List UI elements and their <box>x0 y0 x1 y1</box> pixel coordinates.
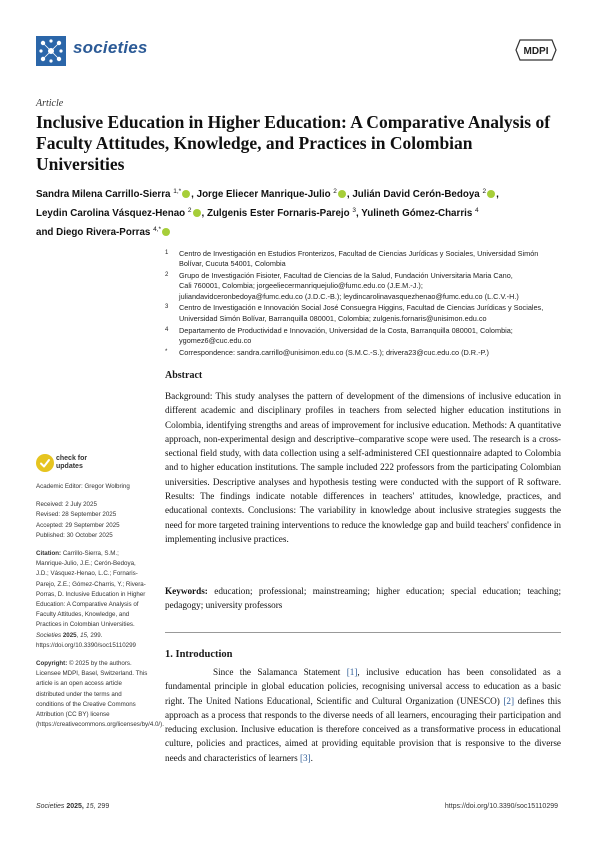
author-affiliation-marker: 2 <box>187 207 192 214</box>
author-affiliation-marker: 3 <box>352 207 356 214</box>
author-affiliation-marker: 4,* <box>153 226 162 233</box>
author-separator: , <box>201 208 207 219</box>
journal-name[interactable]: societies <box>73 38 148 57</box>
keywords <box>165 584 561 613</box>
author-line <box>36 203 561 222</box>
copyright-label: Copyright: <box>36 660 68 668</box>
author-affiliation-marker: 2 <box>482 188 487 195</box>
affiliation-number: * <box>165 348 168 355</box>
author-separator: , <box>355 208 362 219</box>
accepted-date: Accepted: 29 September 2025 <box>36 521 120 529</box>
revised-date: Revised: 28 September 2025 <box>36 511 117 519</box>
affiliation-item <box>165 249 565 270</box>
introduction-text: , inclusive education has been consolidated as a fundamental principle in global education policies, recognising universal access to education as a basic right. The United Nations Educational, Scientific and Cultural Organization (UNESCO) <box>165 667 561 706</box>
orcid-icon[interactable] <box>193 209 201 217</box>
citation-text: Carrillo-Sierra, S.M.; Manrique-Julio, J.E.; Cerón-Bedoya, J.D.; Vásquez-Henao, L.C.; Fornaris-Parejo, Z.E.; Gómez-Charris, Y.; Rivera-Porras, D. Inclusive Education in Higher Education: A Comparative Analysis of Faculty Attitudes, Knowledge, and Practices in Colombian Universities. <box>36 550 146 629</box>
check-updates-line1: check for <box>56 455 88 462</box>
check-for-updates-badge[interactable] <box>36 454 126 478</box>
affiliation-line: ygomez6@cuc.edu.co <box>179 335 252 345</box>
citation-volume: 15, <box>80 631 89 639</box>
affiliation-item <box>165 303 565 324</box>
footer-year: 2025, <box>66 803 84 810</box>
author-name: Julián David Cerón-Bedoya <box>352 189 483 200</box>
author-affiliation-marker: 4 <box>475 207 479 214</box>
footer-journal: Societies <box>36 803 65 810</box>
author-affiliation-marker: 1,* <box>173 188 182 195</box>
footer-doi[interactable]: https://doi.org/10.3390/soc15110299 <box>444 803 558 810</box>
affiliation-line: Correspondence: sandra.carrillo@unisimon.edu.co (S.M.C.-S.); drivera23@cuc.edu.co (D.R.-P.) <box>179 347 489 357</box>
introduction-text: . <box>310 752 313 763</box>
author-name: Diego Rivera-Porras <box>56 227 154 238</box>
paper-title: Inclusive Education in Higher Education: A Comparative Analysis of Faculty Attitudes, Knowledge, and Practices in Colombian Universities <box>36 112 551 174</box>
affiliation-number: 1 <box>165 250 169 256</box>
copyright <box>36 659 164 730</box>
footer-volume: 15, <box>85 803 96 810</box>
affiliation-item <box>165 271 565 302</box>
introduction-body <box>165 665 561 765</box>
author-name: Sandra Milena Carrillo-Sierra <box>36 189 174 200</box>
author-separator: , <box>346 189 353 200</box>
orcid-icon[interactable] <box>182 190 190 198</box>
journal-logo-icon <box>36 36 66 66</box>
affiliation-item <box>165 348 565 358</box>
author-line <box>36 222 561 241</box>
publisher-name: MDPI <box>523 46 549 57</box>
footer-article-no: 299 <box>97 803 110 810</box>
author-name: Leydin Carolina Vásquez-Henao <box>36 208 188 219</box>
affiliation-line: juliandavidceronbedoya@fumc.edu.co (J.D.C.-B.); leydincarolinavasquezhenao@fumc.edu.co (L.C.V.-H.) <box>179 291 519 301</box>
article-type: Article <box>36 98 64 109</box>
keywords-label: Keywords: <box>165 586 208 596</box>
affiliation-number: 4 <box>165 326 169 333</box>
author-line <box>36 184 561 203</box>
affiliation-line: Bolívar, Cucuta 54001, Colombia <box>179 259 286 269</box>
citation-year: 2025 <box>62 631 77 639</box>
abstract-body: Background: This study analyses the pattern of development of the dimensions of inclusive education in different academic and disciplinary profiles in teachers from selected higher education institutions in Colombia, identifying strengths and areas of improvement for inclusive education. Methods: A quantitative approach, non-experimental design and descriptive–comparative scope were used. The research is a cross-sectional field study, with data collection using a self-administered CEI questionnaire adapted to Colombia and to higher education institutions. The sample included 222 professors from the participating Colombian universities. Descriptive analyses and hypothesis testing were conducted with the support of R software. Results: The findings indicate notable differences in teachers' attitudes, knowledge, practices, and educational contexts. Conclusions: The variability in knowledge about inclusive strategies suggests the need for more targeted training interventions to reduce the knowledge gap and build teachers' confidence in implementing inclusive practices. <box>165 391 561 544</box>
affiliation-number: 3 <box>165 304 169 311</box>
abstract-heading: Abstract <box>165 370 203 381</box>
citation-reference-link[interactable]: [3] <box>299 752 311 763</box>
check-updates-icon <box>36 454 54 472</box>
academic-editor: Academic Editor: Gregor Wolbring <box>36 483 130 490</box>
orcid-icon[interactable] <box>338 190 346 198</box>
author-list <box>36 184 561 241</box>
author-separator: , <box>496 189 499 200</box>
affiliations <box>165 249 565 359</box>
orcid-icon[interactable] <box>487 190 495 198</box>
affiliation-line: Centro de Investigación en Estudios Fronterizos, Facultad de Ciencias Jurídicas y Sociales, Universidad Simón <box>179 249 539 258</box>
citation: Citation: Carrillo-Sierra, S.M.; Manrique-Julio, J.E.; Cerón-Bedoya, J.D.; Vásquez-Henao, L.C.; Fornaris-Parejo, Z.E.; Gómez-Charris, Y.; Rivera-Porras, D. Inclusive Education in Higher Education: A Comparative Analysis of Faculty Attitudes, Knowledge, and Practices in Colombian Universities. Societies 2025, 15, 299. https://doi.org/10.3390/soc15110299 <box>36 550 146 649</box>
affiliation-number: 2 <box>165 272 169 279</box>
keywords-text: education; professional; mainstreaming; higher education; special education; teaching; pedagogy; university professors <box>165 586 562 611</box>
received-date: Received: 2 July 2025 <box>36 501 97 509</box>
citation-reference-link[interactable]: [2] <box>503 695 515 706</box>
check-updates-line2: updates <box>56 463 83 470</box>
citation-doi[interactable]: 299. https://doi.org/10.3390/soc15110299 <box>36 631 136 649</box>
author-name: Yulineth Gómez-Charris <box>361 208 476 219</box>
section-divider <box>165 632 561 633</box>
introduction-text: Since the Salamanca Statement <box>213 667 347 677</box>
citation-reference-link[interactable]: [1] <box>346 667 358 677</box>
copyright-text: © 2025 by the authors. Licensee MDPI, Basel, Switzerland. This article is an open access article distributed under the terms and conditions of the Creative Commons Attribution (CC BY) license (https://creativecommons.org/licenses/by/4.0/). <box>36 660 164 729</box>
affiliation-line: Grupo de Investigación Fisioter, Facultad de Ciencias de la Salud, Fundación Universitaria Maria Cano, <box>179 271 513 281</box>
affiliation-line: Centro de Investigación e Innovación Social José Consuegra Higgins, Facultad de Ciencias Jurídicas y Sociales, <box>179 303 544 313</box>
introduction-text: defines this approach as a process that responds to the diverse needs of all learners, encouraging their participation and reducing exclusion. Inclusive education is therefore conceived as a transformative process in educational culture, policies and practices, aimed at providing equitable provision that is responsive to the diverse needs and characteristics of learners <box>165 695 561 763</box>
author-conjunction: and <box>36 227 57 238</box>
orcid-icon[interactable] <box>162 228 170 236</box>
author-affiliation-marker: 2 <box>333 188 337 195</box>
footer-citation <box>36 803 109 810</box>
article-info-sidebar <box>36 482 164 730</box>
affiliation-item <box>165 326 565 347</box>
published-date: Published: 30 October 2025 <box>36 531 113 539</box>
citation-label: Citation: <box>36 550 62 558</box>
affiliation-line: Universidad Simón Bolívar, Barranquilla 080001, Colombia; zulgenis.fornaris@unisimon.edu.co <box>179 313 487 323</box>
citation-journal: Societies <box>36 631 62 639</box>
mdpi-logo[interactable] <box>514 38 558 62</box>
author-separator: , <box>191 189 197 200</box>
affiliation-line: Cali 760001, Colombia; jorgeeliecermanriquejulio@fumc.edu.co (J.E.M.-J.); <box>179 281 423 291</box>
author-name: Zulgenis Ester Fornaris-Parejo <box>206 208 353 219</box>
affiliation-line: Departamento de Productividad e Innovación, Universidad de la Costa, Barranquilla 080001, Colombia; <box>179 325 513 335</box>
author-name: Jorge Eliecer Manrique-Julio <box>196 189 334 200</box>
introduction-heading: 1. Introduction <box>165 649 233 660</box>
